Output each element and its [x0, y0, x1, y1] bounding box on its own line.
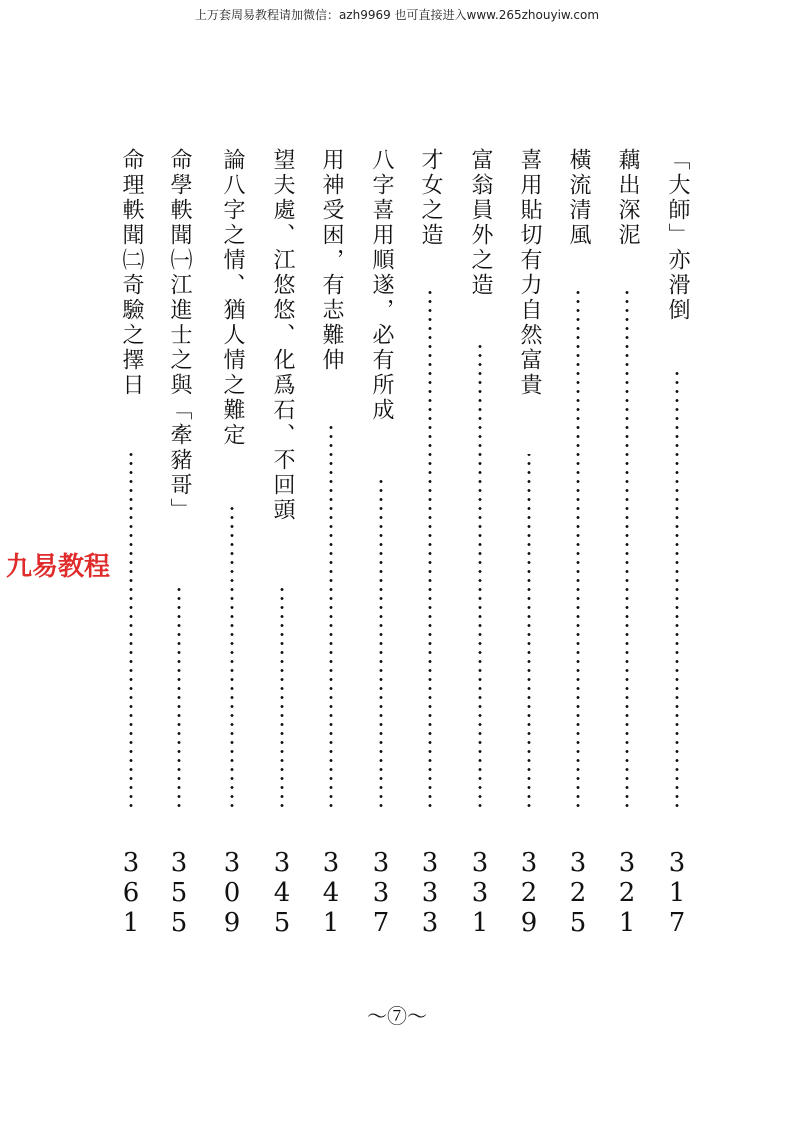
dot-leader — [364, 478, 398, 810]
toc-entry — [561, 148, 595, 938]
toc-entry — [314, 148, 348, 938]
toc-entry-page: 345 — [267, 848, 297, 938]
page-header-notice: 上万套周易教程请加微信：azh9969 也可直接进入www.265zhouyiw.com — [194, 8, 600, 22]
toc-entry — [463, 148, 497, 938]
dot-leader — [215, 504, 249, 810]
toc-entry — [265, 148, 299, 938]
toc-entry-title: 八字喜用順遂，必有所成 — [369, 148, 394, 423]
toc-entry-title: 喜用貼切有力自然富貴 — [517, 148, 542, 398]
dot-leader — [561, 288, 595, 810]
dot-leader — [660, 372, 694, 810]
dot-leader — [265, 584, 299, 810]
dot-leader — [610, 288, 644, 810]
toc-entry — [162, 148, 196, 938]
toc-entry — [413, 148, 447, 938]
toc-entry-page: 337 — [366, 848, 396, 938]
toc-entry — [215, 148, 249, 938]
toc-entry-title: 「大師」亦滑倒 — [665, 148, 690, 323]
dot-leader — [413, 290, 447, 810]
toc-entry-page: 341 — [316, 848, 346, 938]
toc-entry-page: 355 — [164, 848, 194, 938]
toc-entry-title: 論八字之情、猶人情之難定 — [220, 148, 245, 448]
toc-entry-page: 317 — [662, 848, 692, 938]
toc-entry-page: 321 — [612, 848, 642, 938]
toc-entry-title: 命學軼聞㈠江進士之與「牽豬哥」 — [167, 148, 192, 523]
toc-entry — [512, 148, 546, 938]
toc-entry-page: 361 — [116, 848, 146, 938]
page-folio: ～⑦～ — [367, 1004, 427, 1028]
dot-leader — [162, 584, 196, 810]
toc-entry — [114, 148, 148, 938]
toc-entry-title: 望夫處、江悠悠、化爲石、不回頭 — [270, 148, 295, 523]
toc-entry-page: 333 — [415, 848, 445, 938]
toc-entry-page: 309 — [217, 848, 247, 938]
dot-leader — [463, 344, 497, 810]
toc-entry-title: 用神受困，有志難伸 — [319, 148, 344, 373]
table-of-contents — [100, 148, 700, 948]
toc-entry-page: 325 — [563, 848, 593, 938]
toc-entry-title: 富翁員外之造 — [468, 148, 493, 298]
toc-entry-title: 橫流清風 — [566, 148, 591, 248]
toc-entry — [364, 148, 398, 938]
watermark-logo: 九易教程 — [6, 552, 111, 582]
toc-entry-page: 331 — [465, 848, 495, 938]
dot-leader — [314, 426, 348, 810]
toc-entry-title: 才女之造 — [418, 148, 443, 248]
toc-entry-title: 命理軼聞㈡奇驗之擇日 — [119, 148, 144, 398]
toc-entry-page: 329 — [514, 848, 544, 938]
toc-entry — [660, 148, 694, 938]
dot-leader — [114, 452, 148, 810]
toc-entry — [610, 148, 644, 938]
dot-leader — [512, 454, 546, 810]
toc-entry-title: 藕出深泥 — [615, 148, 640, 248]
